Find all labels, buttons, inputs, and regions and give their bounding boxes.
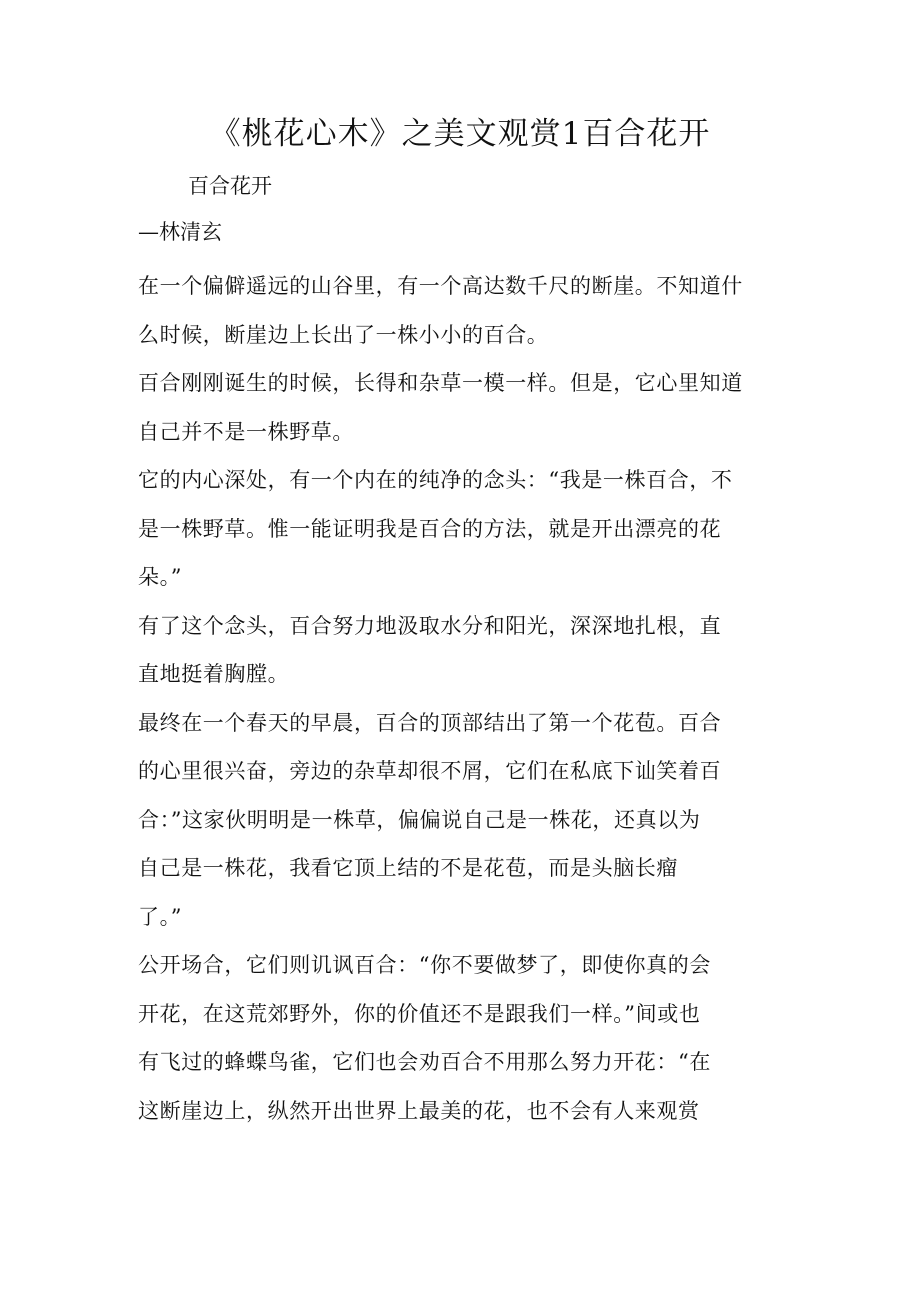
text-line: 在一个偏僻遥远的山谷里，有一个高达数千尺的断崖。不知道什 — [138, 274, 743, 298]
article-author: —林清玄 — [138, 220, 222, 244]
text-line: 直地挺着胸膛。 — [138, 662, 290, 686]
text-line: 开花，在这荒郊野外，你的价值还不是跟我们一样。”间或也 — [138, 1001, 701, 1026]
paragraph — [138, 699, 788, 942]
paragraph — [138, 262, 788, 359]
paragraph — [138, 359, 788, 456]
text-line: 百合刚刚诞生的时候，长得和杂草一模一样。但是，它心里知道 — [138, 371, 743, 395]
text-line: 自己是一株花，我看它顶上结的不是花苞，而是头脑长瘤 — [138, 856, 678, 880]
text-line: 自己并不是一株野草。 — [138, 419, 354, 444]
article-body — [138, 262, 788, 1135]
text-line: 朵。” — [138, 565, 183, 589]
text-line: 它的内心深处，有一个内在的纯净的念头：“我是一株百合，不 — [138, 468, 733, 492]
text-line: 合：”这家伙明明是一株草，偏偏说自己是一株花，还真以为 — [138, 807, 701, 832]
document-title: 《桃花心木》之美文观赏1百合花开 — [209, 116, 711, 152]
paragraph — [138, 941, 788, 1135]
text-line: 是一株野草。惟一能证明我是百合的方法，就是开出漂亮的花 — [138, 516, 722, 541]
text-line: 这断崖边上，纵然开出世界上最美的花，也不会有人来观赏 — [138, 1098, 700, 1123]
text-line: 有飞过的蜂蝶鸟雀，它们也会劝百合不用那么努力开花：“在 — [138, 1050, 711, 1074]
text-line: 了。” — [138, 904, 183, 929]
text-line: 最终在一个春天的早晨，百合的顶部结出了第一个花苞。百合 — [138, 710, 722, 735]
text-line: 有了这个念头，百合努力地汲取水分和阳光，深深地扎根，直 — [138, 613, 722, 638]
paragraph — [138, 602, 788, 699]
text-line: 的心里很兴奋，旁边的杂草却很不屑，它们在私底下讪笑着百 — [138, 759, 722, 783]
text-line: 么时候，断崖边上长出了一株小小的百合。 — [138, 322, 549, 347]
article-subtitle: 百合花开 — [188, 174, 272, 198]
text-line: 公开场合，它们则讥讽百合：“你不要做梦了，即使你真的会 — [138, 953, 711, 977]
paragraph — [138, 456, 788, 602]
